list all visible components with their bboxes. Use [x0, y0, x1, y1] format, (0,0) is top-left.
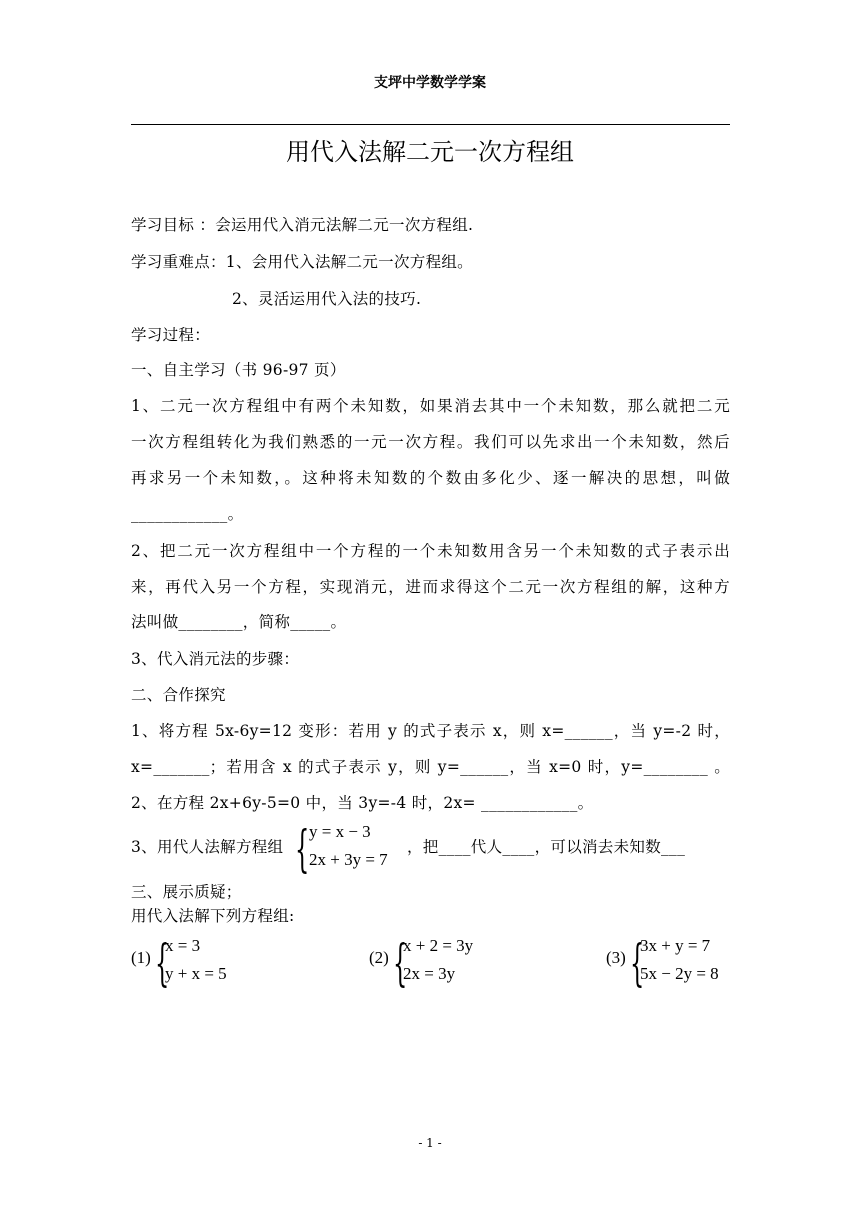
exercise-label: (2)	[369, 948, 389, 967]
paragraph-1-line-3: 再求另一个未知数，。这种将未知数的个数由多化少、逐一解决的思想，叫做	[131, 469, 730, 487]
left-brace: {	[630, 934, 645, 992]
paragraph-2-line-3: 法叫做________，简称_____。	[131, 613, 347, 631]
question-3-prefix: 3、用代人法解方程组	[131, 838, 284, 856]
header-rule	[131, 124, 730, 125]
question-1-line-2: x=_______；若用含 x 的式子表示 y，则 y=______，当 x=0 时，y=________ 。	[131, 758, 730, 776]
learning-process-heading: 学习过程：	[131, 326, 211, 344]
key-point-1: 学习重难点：1、会用代入法解二元一次方程组。	[131, 253, 473, 271]
section-2-heading: 二、合作探究	[131, 686, 226, 704]
equation-1: y = x − 3	[309, 822, 371, 841]
exercise-label: (1)	[131, 948, 151, 967]
equation-2: 5x − 2y = 8	[640, 964, 719, 983]
left-brace: {	[155, 934, 170, 992]
equation-2: y + x = 5	[165, 964, 227, 983]
equation-1: x = 3	[165, 936, 201, 955]
paragraph-1-line-1: 1、二元一次方程组中有两个未知数，如果消去其中一个未知数，那么就把二元	[131, 397, 730, 415]
section-1-heading: 一、自主学习（书 96-97 页）	[131, 361, 346, 379]
equation-1: x + 2 = 3y	[403, 936, 474, 955]
equation-2: 2x = 3y	[403, 964, 456, 983]
paragraph-1-line-2: 一次方程组转化为我们熟悉的一元一次方程。我们可以先求出一个未知数，然后	[131, 433, 730, 451]
paragraph-3: 3、代入消元法的步骤：	[131, 650, 300, 668]
learning-objective: 学习目标 ：会运用代入消元法解二元一次方程组.	[131, 216, 474, 234]
question-2: 2、在方程 2x+6y-5=0 中，当 3y=-4 时，2x= ____________。	[131, 794, 594, 812]
equation-1: 3x + y = 7	[640, 936, 711, 955]
paragraph-2-line-1: 2、把二元一次方程组中一个方程的一个未知数用含另一个未知数的式子表示出	[131, 542, 730, 560]
question-3-suffix: ，把____代人____，可以消去未知数___	[407, 838, 686, 856]
page-title: 用代入法解二元一次方程组	[286, 138, 574, 166]
paragraph-1-line-4: ____________。	[131, 505, 244, 523]
task-instruction: 用代入法解下列方程组:	[131, 907, 295, 925]
paragraph-2-line-2: 来，再代入另一个方程，实现消元，进而求得这个二元一次方程组的解，这种方	[131, 578, 730, 596]
left-brace: {	[393, 934, 408, 992]
question-1-line-1: 1、将方程 5x-6y=12 变形：若用 y 的式子表示 x，则 x=______，当 y=-2 时，	[131, 722, 730, 740]
exercise-label: (3)	[606, 948, 626, 967]
page-header: 支坪中学数学学案	[374, 75, 486, 91]
left-brace: {	[295, 820, 310, 878]
section-3-heading: 三、展示质疑；	[131, 883, 242, 901]
equation-2: 2x + 3y = 7	[309, 850, 388, 869]
key-point-2: 2、灵活运用代入法的技巧.	[232, 290, 422, 308]
page-number: - 1 -	[418, 1136, 442, 1150]
